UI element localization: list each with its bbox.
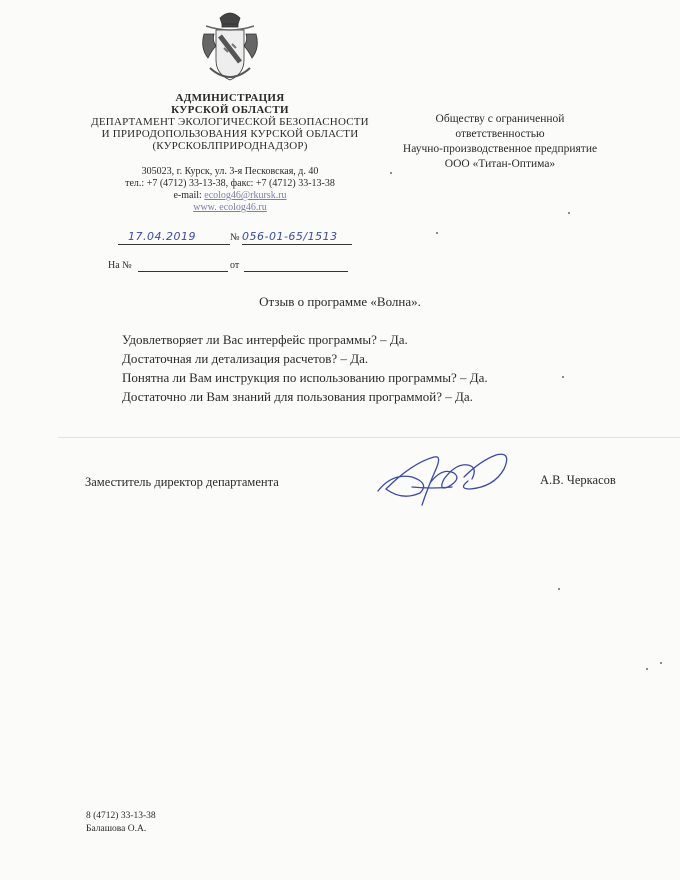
handwritten-number: 056-01-65/1513 <box>242 230 338 243</box>
executor-phone: 8 (4712) 33-13-38 <box>86 811 156 821</box>
recipient-block <box>380 112 620 172</box>
reference-line <box>108 260 358 276</box>
scan-speck <box>660 662 662 664</box>
ref-from-label: от <box>230 260 240 271</box>
scan-speck <box>390 172 392 174</box>
email-label: e-mail: <box>173 190 202 201</box>
handwritten-date: 17.04.2019 <box>128 230 196 243</box>
qa-item: Удовлетворяет ли Вас интерфейс программы? – Да. <box>122 332 408 347</box>
signatory-name: А.В. Черкасов <box>540 473 616 487</box>
executor-name: Балашова О.А. <box>86 824 147 834</box>
coat-of-arms-emblem <box>198 8 262 88</box>
scan-speck <box>436 232 438 234</box>
org-name-line2: КУРСКОЙ ОБЛАСТИ <box>171 104 289 116</box>
qa-item: Достаточная ли детализация расчетов? – Да. <box>122 351 369 366</box>
recipient-line4: ООО «Титан-Оптима» <box>444 158 556 170</box>
dept-name-line3: (КУРСКОБЛПРИРОДНАДЗОР) <box>152 140 308 152</box>
dept-name-line1: ДЕПАРТАМЕНТ ЭКОЛОГИЧЕСКОЙ БЕЗОПАСНОСТИ <box>91 116 369 128</box>
org-name-line1: АДМИНИСТРАЦИЯ <box>175 92 285 104</box>
ref-label: На № <box>108 260 132 271</box>
sender-address: 305023, г. Курск, ул. 3-я Песковская, д. 40 <box>141 166 319 177</box>
scan-speck <box>562 376 564 378</box>
qa-item: Понятна ли Вам инструкция по использованию программы? – Да. <box>122 370 488 385</box>
signatory-position: Заместитель директор департамента <box>85 475 279 489</box>
qa-item: Достаточно ли Вам знаний для пользования программой? – Да. <box>122 389 473 404</box>
recipient-line3: Научно-производственное предприятие <box>402 143 598 155</box>
scan-speck <box>568 212 570 214</box>
recipient-line2: ответственностью <box>455 128 545 140</box>
document-title: Отзыв о программе «Волна». <box>259 294 421 309</box>
sender-block <box>60 92 400 214</box>
handwritten-signature <box>372 443 522 515</box>
qa-list <box>122 330 488 406</box>
registration-line <box>108 230 378 248</box>
dept-name-line2: И ПРИРОДОПОЛЬЗОВАНИЯ КУРСКОЙ ОБЛАСТИ <box>101 128 359 140</box>
executor-footer <box>86 810 156 836</box>
recipient-line1: Обществу с ограниченной <box>435 113 565 125</box>
sender-phones: тел.: +7 (4712) 33-13-38, факс: +7 (4712) 33-13-38 <box>125 178 335 189</box>
number-prefix: № <box>230 232 240 243</box>
scan-fold-line <box>58 437 680 438</box>
website-link[interactable]: www. ecolog46.ru <box>193 202 267 213</box>
scan-speck <box>646 668 648 670</box>
scan-speck <box>558 588 560 590</box>
email-link[interactable]: ecolog46@rkursk.ru <box>204 190 287 201</box>
